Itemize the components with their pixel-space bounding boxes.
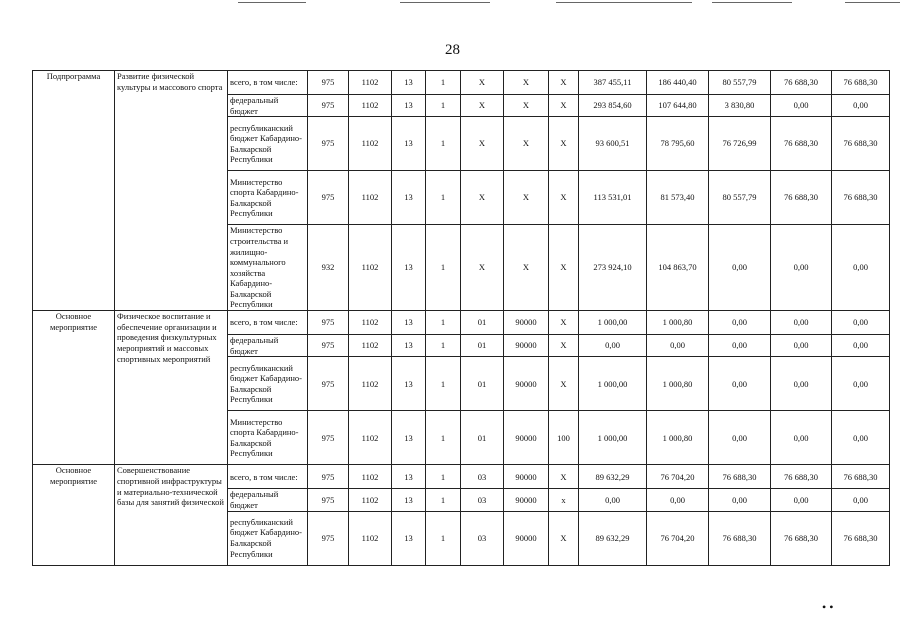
cell-y4: 0,00 [832,411,890,465]
cell-cs1: 13 [392,465,426,489]
cell-rzpr: 1102 [349,225,392,311]
cell-rzpr: 1102 [349,95,392,117]
table-row [33,465,890,489]
cell-y4: 0,00 [832,311,890,335]
cell-rzpr: 1102 [349,335,392,357]
cell-rzpr: 1102 [349,71,392,95]
cell-y3: 76 688,30 [771,117,832,171]
cell-cs2: 1 [426,465,461,489]
cell-y3: 76 688,30 [771,71,832,95]
cell-y4: 76 688,30 [832,465,890,489]
cell-grbs: 932 [308,225,349,311]
cell-cs3: X [461,71,504,95]
cell-cs1: 13 [392,171,426,225]
cell-cs1: 13 [392,489,426,511]
cell-cs2: 1 [426,71,461,95]
footer-marks: • • [822,600,834,614]
page-number: 28 [445,42,460,58]
cell-y4: 0,00 [832,335,890,357]
cell-y1: 1 000,80 [647,357,709,411]
funding-source-cell: республиканский бюджет Кабардино-Балкарской Республики [228,357,308,411]
row-type-cell: Основное мероприятие [33,311,115,465]
funding-source-cell: федеральный бюджет [228,335,308,357]
cell-grbs: 975 [308,511,349,565]
funding-source-cell: всего, в том числе: [228,71,308,95]
cell-y3: 0,00 [771,411,832,465]
cell-y3: 76 688,30 [771,171,832,225]
cell-grbs: 975 [308,171,349,225]
funding-source-cell: республиканский бюджет Кабардино-Балкарской Республики [228,511,308,565]
cell-total: 113 531,01 [579,171,647,225]
cell-cs2: 1 [426,311,461,335]
cell-y2: 0,00 [709,357,771,411]
cell-total: 1 000,00 [579,357,647,411]
cell-y1: 76 704,20 [647,465,709,489]
cell-cs2: 1 [426,335,461,357]
cell-rzpr: 1102 [349,311,392,335]
cell-vr: X [549,335,579,357]
cell-cs1: 13 [392,511,426,565]
cell-y1: 76 704,20 [647,511,709,565]
cell-y4: 0,00 [832,489,890,511]
cell-y3: 0,00 [771,95,832,117]
top-rule [556,2,692,3]
cell-vr: X [549,311,579,335]
cell-cs1: 13 [392,357,426,411]
cell-y3: 0,00 [771,357,832,411]
top-rule [238,2,306,3]
cell-cs3: 01 [461,311,504,335]
cell-y2: 3 830,80 [709,95,771,117]
cell-cs3: X [461,95,504,117]
cell-cs4: 90000 [504,335,549,357]
top-rule [845,2,900,3]
cell-cs4: X [504,117,549,171]
cell-grbs: 975 [308,357,349,411]
cell-vr: x [549,489,579,511]
cell-total: 273 924,10 [579,225,647,311]
funding-source-cell: республиканский бюджет Кабардино-Балкарской Республики [228,117,308,171]
cell-cs1: 13 [392,71,426,95]
cell-total: 0,00 [579,335,647,357]
cell-y1: 1 000,80 [647,311,709,335]
cell-cs3: 01 [461,357,504,411]
cell-rzpr: 1102 [349,117,392,171]
funding-source-cell: всего, в том числе: [228,465,308,489]
cell-y2: 76 688,30 [709,465,771,489]
cell-y4: 76 688,30 [832,511,890,565]
cell-cs4: X [504,71,549,95]
cell-grbs: 975 [308,489,349,511]
cell-cs1: 13 [392,95,426,117]
cell-cs2: 1 [426,171,461,225]
cell-y1: 0,00 [647,489,709,511]
cell-y4: 76 688,30 [832,117,890,171]
cell-y3: 0,00 [771,335,832,357]
cell-cs3: X [461,117,504,171]
cell-cs3: X [461,171,504,225]
cell-cs3: X [461,225,504,311]
cell-cs4: 90000 [504,489,549,511]
cell-rzpr: 1102 [349,465,392,489]
cell-total: 293 854,60 [579,95,647,117]
cell-y1: 81 573,40 [647,171,709,225]
program-name-cell: Совершенствование спортивной инфраструктуры и материально-технической базы для занятий физической [115,465,228,565]
cell-y1: 1 000,80 [647,411,709,465]
cell-cs4: X [504,171,549,225]
cell-total: 387 455,11 [579,71,647,95]
funding-source-cell: федеральный бюджет [228,95,308,117]
cell-grbs: 975 [308,71,349,95]
cell-y1: 107 644,80 [647,95,709,117]
cell-y4: 0,00 [832,357,890,411]
program-name-cell: Развитие физической культуры и массового спорта [115,71,228,311]
cell-y2: 0,00 [709,489,771,511]
table-row [33,71,890,95]
cell-y2: 0,00 [709,411,771,465]
cell-grbs: 975 [308,117,349,171]
cell-cs2: 1 [426,225,461,311]
cell-y4: 0,00 [832,95,890,117]
cell-grbs: 975 [308,311,349,335]
cell-grbs: 975 [308,411,349,465]
cell-cs4: 90000 [504,411,549,465]
cell-cs3: 03 [461,489,504,511]
cell-y1: 78 795,60 [647,117,709,171]
cell-y3: 76 688,30 [771,511,832,565]
cell-y1: 186 440,40 [647,71,709,95]
cell-cs4: 90000 [504,511,549,565]
cell-y2: 76 726,99 [709,117,771,171]
cell-y1: 104 863,70 [647,225,709,311]
cell-vr: X [549,465,579,489]
cell-y2: 0,00 [709,335,771,357]
cell-y1: 0,00 [647,335,709,357]
funding-source-cell: Министерство строительства и жилищно-коммунального хозяйства Кабардино-Балкарской Республики [228,225,308,311]
cell-rzpr: 1102 [349,489,392,511]
cell-y4: 0,00 [832,225,890,311]
cell-rzpr: 1102 [349,511,392,565]
cell-cs4: 90000 [504,357,549,411]
row-type-cell: Подпрограмма [33,71,115,311]
cell-total: 89 632,29 [579,511,647,565]
cell-y2: 76 688,30 [709,511,771,565]
cell-total: 0,00 [579,489,647,511]
cell-total: 89 632,29 [579,465,647,489]
cell-vr: 100 [549,411,579,465]
cell-vr: X [549,225,579,311]
cell-vr: X [549,71,579,95]
cell-y3: 0,00 [771,225,832,311]
funding-source-cell: всего, в том числе: [228,311,308,335]
cell-cs1: 13 [392,335,426,357]
cell-grbs: 975 [308,335,349,357]
top-rule [400,2,490,3]
cell-cs1: 13 [392,411,426,465]
cell-cs4: X [504,95,549,117]
funding-source-cell: Министерство спорта Кабардино-Балкарской Республики [228,411,308,465]
cell-y2: 80 557,79 [709,71,771,95]
cell-y2: 0,00 [709,311,771,335]
cell-vr: X [549,511,579,565]
cell-y2: 80 557,79 [709,171,771,225]
cell-y3: 0,00 [771,311,832,335]
cell-cs4: 90000 [504,311,549,335]
cell-cs1: 13 [392,117,426,171]
cell-cs4: X [504,225,549,311]
cell-y4: 76 688,30 [832,171,890,225]
top-rule [712,2,792,3]
program-name-cell: Физическое воспитание и обеспечение организации и проведения физкультурных мероприятий и массовых спортивных мероприятий [115,311,228,465]
funding-source-cell: Министерство спорта Кабардино-Балкарской Республики [228,171,308,225]
cell-cs2: 1 [426,411,461,465]
cell-total: 1 000,00 [579,411,647,465]
cell-y2: 0,00 [709,225,771,311]
cell-rzpr: 1102 [349,171,392,225]
cell-cs3: 01 [461,411,504,465]
budget-table [32,70,890,566]
cell-cs2: 1 [426,95,461,117]
cell-vr: X [549,171,579,225]
cell-cs1: 13 [392,225,426,311]
cell-cs2: 1 [426,357,461,411]
cell-vr: X [549,95,579,117]
cell-cs4: 90000 [504,465,549,489]
table-row [33,311,890,335]
cell-grbs: 975 [308,465,349,489]
cell-cs3: 03 [461,511,504,565]
funding-source-cell: федеральный бюджет [228,489,308,511]
cell-y3: 76 688,30 [771,465,832,489]
cell-cs3: 01 [461,335,504,357]
cell-cs3: 03 [461,465,504,489]
cell-y4: 76 688,30 [832,71,890,95]
cell-rzpr: 1102 [349,411,392,465]
cell-grbs: 975 [308,95,349,117]
cell-vr: X [549,117,579,171]
cell-vr: X [549,357,579,411]
cell-cs1: 13 [392,311,426,335]
cell-cs2: 1 [426,117,461,171]
cell-cs2: 1 [426,511,461,565]
cell-rzpr: 1102 [349,357,392,411]
cell-total: 1 000,00 [579,311,647,335]
cell-cs2: 1 [426,489,461,511]
row-type-cell: Основное мероприятие [33,465,115,565]
cell-y3: 0,00 [771,489,832,511]
cell-total: 93 600,51 [579,117,647,171]
